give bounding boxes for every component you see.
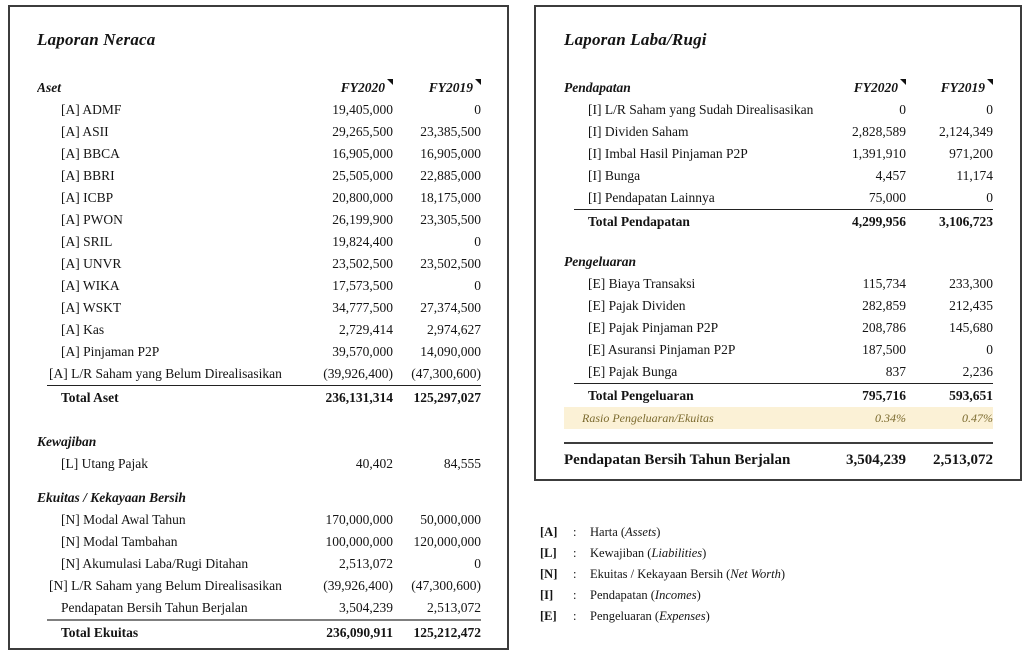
table-row	[37, 209, 481, 231]
fy2019-value: 0	[474, 234, 481, 249]
income-statement-title: Laporan Laba/Rugi	[564, 30, 707, 49]
legend-text-suffix: )	[705, 609, 710, 623]
fy2020-value: 2,729,414	[339, 322, 393, 337]
fy2019-value: 233,300	[949, 276, 993, 291]
column-header-fy2019	[393, 77, 481, 99]
row-label: [I] Pendapatan Lainnya	[588, 190, 715, 205]
table-row	[564, 187, 993, 209]
legend-text-english: Net Worth	[730, 567, 781, 581]
fy2020-value: 208,786	[862, 320, 906, 335]
table-row	[37, 231, 481, 253]
fy2019-value: 0	[986, 102, 993, 117]
row-label: [N] L/R Saham yang Belum Direalisasikan	[49, 578, 282, 593]
table-row	[37, 575, 481, 597]
row-label: [I] Dividen Saham	[588, 124, 689, 139]
total-label: Total Pengeluaran	[588, 388, 694, 403]
fy2019-value: 125,212,472	[413, 625, 481, 640]
table-row	[37, 341, 481, 363]
fy2020-value: 115,734	[862, 276, 906, 291]
table-row	[564, 361, 993, 383]
table-row	[37, 363, 481, 385]
fy2019-value: 2,974,627	[427, 322, 481, 337]
table-row	[564, 339, 993, 361]
row-label: [E] Biaya Transaksi	[588, 276, 696, 291]
fy2019-value: 23,502,500	[420, 256, 481, 271]
column-header-fy2020	[816, 77, 906, 99]
column-header-fy2019	[906, 77, 993, 99]
table-row	[564, 165, 993, 187]
fy2020-value: 25,505,000	[332, 168, 393, 183]
fy2020-value: 282,859	[862, 298, 906, 313]
legend-text-suffix: )	[696, 588, 701, 602]
row-label: [I] L/R Saham yang Sudah Direalisasikan	[588, 102, 814, 117]
fy2020-value: 236,131,314	[325, 390, 393, 405]
note-marker-icon	[900, 79, 906, 85]
fy2020-value: 0.34%	[875, 411, 906, 425]
fy2020-value: 837	[885, 364, 906, 379]
row-label: [A] ASII	[61, 124, 109, 139]
total-pendapatan-row	[574, 209, 993, 233]
fy2020-value: (39,926,400)	[323, 578, 393, 593]
fy2019-value: 16,905,000	[420, 146, 481, 161]
total-label: Total Ekuitas	[61, 625, 139, 640]
fy2020-value: 2,513,072	[339, 556, 393, 571]
row-label: [A] ADMF	[61, 102, 122, 117]
fy2019-value: (47,300,600)	[411, 578, 481, 593]
fy2019-value: 11,174	[956, 168, 993, 183]
fy2020-value: 29,265,500	[332, 124, 393, 139]
fy2020-value: 0	[899, 102, 906, 117]
section-label-kewajiban: Kewajiban	[37, 434, 97, 449]
row-label: [E] Pajak Pinjaman P2P	[588, 320, 719, 335]
legend-text: Harta (	[590, 525, 626, 539]
table-row	[37, 187, 481, 209]
legend-text-english: Expenses	[659, 609, 706, 623]
fy2019-value: 593,651	[949, 388, 993, 403]
legend-item	[540, 606, 785, 627]
row-label: Pendapatan Bersih Tahun Berjalan	[61, 600, 248, 615]
fy2019-value: 84,555	[443, 456, 481, 471]
row-label: [A] WSKT	[61, 300, 122, 315]
legend-text-english: Liabilities	[651, 546, 703, 560]
fy2020-value: 100,000,000	[325, 534, 393, 549]
total-aset-row	[47, 385, 481, 409]
fy2020-value: 34,777,500	[332, 300, 393, 315]
legend	[540, 522, 785, 627]
row-label: [A] PWON	[61, 212, 123, 227]
fy2020-value: 3,504,239	[339, 600, 393, 615]
column-header-label: FY2019	[428, 80, 473, 95]
fy2020-value: 4,457	[875, 168, 906, 183]
legend-text-suffix: )	[780, 567, 785, 581]
fy2019-value: 0	[986, 342, 993, 357]
table-row	[564, 99, 993, 121]
legend-text: Pendapatan (	[590, 588, 655, 602]
legend-colon: :	[573, 609, 577, 623]
table-row	[37, 453, 481, 475]
fy2020-value: 19,405,000	[332, 102, 393, 117]
fy2019-value: 0	[986, 190, 993, 205]
legend-item	[540, 585, 785, 606]
legend-colon: :	[573, 525, 577, 539]
spacer	[37, 409, 481, 431]
fy2020-value: 75,000	[868, 190, 906, 205]
table-row	[564, 317, 993, 339]
row-label: [A] SRIL	[61, 234, 113, 249]
legend-colon: :	[573, 588, 577, 602]
fy2019-value: 971,200	[949, 146, 993, 161]
ratio-label: Rasio Pengeluaran/Ekuitas	[582, 411, 714, 425]
fy2019-value: 0	[474, 278, 481, 293]
row-label: [N] Akumulasi Laba/Rugi Ditahan	[61, 556, 249, 571]
column-header-label: FY2020	[340, 80, 385, 95]
fy2019-value: 14,090,000	[420, 344, 481, 359]
balance-sheet-header-row	[37, 77, 481, 99]
fy2020-value: 1,391,910	[852, 146, 906, 161]
fy2019-value: 2,513,072	[933, 452, 993, 468]
income-statement-header-row	[564, 77, 993, 99]
table-row	[37, 509, 481, 531]
row-label: [E] Pajak Dividen	[588, 298, 686, 313]
fy2020-value: 39,570,000	[332, 344, 393, 359]
fy2019-value: 125,297,027	[413, 390, 481, 405]
table-row	[37, 99, 481, 121]
row-label: [A] Pinjaman P2P	[61, 344, 160, 359]
legend-item	[540, 522, 785, 543]
fy2020-value: 4,299,956	[852, 214, 906, 229]
row-label: [I] Imbal Hasil Pinjaman P2P	[588, 146, 748, 161]
fy2019-value: 50,000,000	[420, 512, 481, 527]
spacer	[564, 233, 993, 251]
row-label: [I] Bunga	[588, 168, 641, 183]
fy2020-value: 26,199,900	[332, 212, 393, 227]
table-row	[37, 253, 481, 275]
row-label: [A] L/R Saham yang Belum Direalisasikan	[49, 366, 282, 381]
legend-text: Ekuitas / Kekayaan Bersih (	[590, 567, 731, 581]
table-row	[564, 273, 993, 295]
legend-code: [E]	[540, 609, 557, 623]
section-label-pendapatan: Pendapatan	[564, 80, 631, 95]
total-ekuitas-row	[47, 619, 481, 644]
note-marker-icon	[387, 79, 393, 85]
legend-text-english: Incomes	[654, 588, 697, 602]
fy2019-value: 18,175,000	[420, 190, 481, 205]
row-label: [A] Kas	[61, 322, 105, 337]
table-row	[37, 121, 481, 143]
legend-text-english: Assets	[625, 525, 657, 539]
fy2020-value: 187,500	[862, 342, 906, 357]
row-label: [A] ICBP	[61, 190, 114, 205]
fy2019-value: 27,374,500	[420, 300, 481, 315]
fy2019-value: 2,236	[962, 364, 993, 379]
fy2020-value: 19,824,400	[332, 234, 393, 249]
fy2020-value: 170,000,000	[325, 512, 393, 527]
fy2019-value: 0.47%	[962, 411, 993, 425]
column-header-label: FY2020	[853, 80, 898, 95]
legend-code: [N]	[540, 567, 558, 581]
table-row	[564, 143, 993, 165]
row-label: [A] WIKA	[61, 278, 120, 293]
legend-item	[540, 564, 785, 585]
balance-sheet-title: Laporan Neraca	[37, 30, 156, 49]
total-label: Total Aset	[61, 390, 119, 405]
fy2020-value: 40,402	[355, 456, 393, 471]
section-label-ekuitas: Ekuitas / Kekayaan Bersih	[37, 490, 186, 505]
fy2020-value: 23,502,500	[332, 256, 393, 271]
legend-code: [A]	[540, 525, 558, 539]
table-row	[37, 553, 481, 575]
row-label: [L] Utang Pajak	[61, 456, 148, 471]
fy2019-value: (47,300,600)	[411, 366, 481, 381]
note-marker-icon	[475, 79, 481, 85]
fy2020-value: 3,504,239	[846, 452, 906, 468]
spacer	[564, 429, 993, 442]
table-row	[564, 121, 993, 143]
fy2020-value: 795,716	[862, 388, 906, 403]
table-row	[564, 295, 993, 317]
table-row	[37, 531, 481, 553]
fy2019-value: 23,305,500	[420, 212, 481, 227]
table-row	[37, 597, 481, 619]
spacer	[37, 475, 481, 487]
column-header-label: FY2019	[940, 80, 985, 95]
legend-colon: :	[573, 546, 577, 560]
total-pengeluaran-row	[574, 383, 993, 407]
note-marker-icon	[987, 79, 993, 85]
fy2019-value: 22,885,000	[420, 168, 481, 183]
fy2020-value: 2,828,589	[852, 124, 906, 139]
income-statement-panel	[534, 5, 1022, 481]
legend-text-suffix: )	[702, 546, 707, 560]
section-label-pengeluaran: Pengeluaran	[564, 254, 637, 269]
table-row	[37, 143, 481, 165]
legend-text-suffix: )	[656, 525, 661, 539]
row-label: [N] Modal Awal Tahun	[61, 512, 186, 527]
fy2019-value: 2,513,072	[427, 600, 481, 615]
fy2020-value: (39,926,400)	[323, 366, 393, 381]
kewajiban-header-row	[37, 431, 481, 453]
balance-sheet-panel	[8, 5, 509, 650]
row-label: [A] UNVR	[61, 256, 122, 271]
row-label: [A] BBCA	[61, 146, 120, 161]
row-label: [E] Asuransi Pinjaman P2P	[588, 342, 736, 357]
ekuitas-header-row	[37, 487, 481, 509]
pengeluaran-header-row	[564, 251, 993, 273]
fy2019-value: 212,435	[949, 298, 993, 313]
table-row	[37, 297, 481, 319]
row-label: [A] BBRI	[61, 168, 115, 183]
legend-item	[540, 543, 785, 564]
fy2020-value: 16,905,000	[332, 146, 393, 161]
legend-colon: :	[573, 567, 577, 581]
net-income-row	[564, 442, 993, 471]
total-label: Total Pendapatan	[588, 214, 690, 229]
fy2020-value: 20,800,000	[332, 190, 393, 205]
ratio-highlight-row	[564, 407, 993, 429]
fy2019-value: 23,385,500	[420, 124, 481, 139]
table-row	[37, 275, 481, 297]
legend-code: [I]	[540, 588, 554, 602]
legend-text: Pengeluaran (	[590, 609, 660, 623]
fy2019-value: 0	[474, 556, 481, 571]
row-label: [N] Modal Tambahan	[61, 534, 178, 549]
fy2019-value: 2,124,349	[939, 124, 993, 139]
fy2019-value: 120,000,000	[413, 534, 481, 549]
legend-code: [L]	[540, 546, 557, 560]
net-income-label: Pendapatan Bersih Tahun Berjalan	[564, 452, 791, 468]
table-row	[37, 319, 481, 341]
section-label-aset: Aset	[37, 80, 62, 95]
table-row	[37, 165, 481, 187]
column-header-fy2020	[297, 77, 393, 99]
legend-text: Kewajiban (	[590, 546, 652, 560]
fy2019-value: 3,106,723	[939, 214, 993, 229]
fy2020-value: 17,573,500	[332, 278, 393, 293]
fy2019-value: 0	[474, 102, 481, 117]
fy2020-value: 236,090,911	[326, 625, 393, 640]
fy2019-value: 145,680	[949, 320, 993, 335]
row-label: [E] Pajak Bunga	[588, 364, 678, 379]
